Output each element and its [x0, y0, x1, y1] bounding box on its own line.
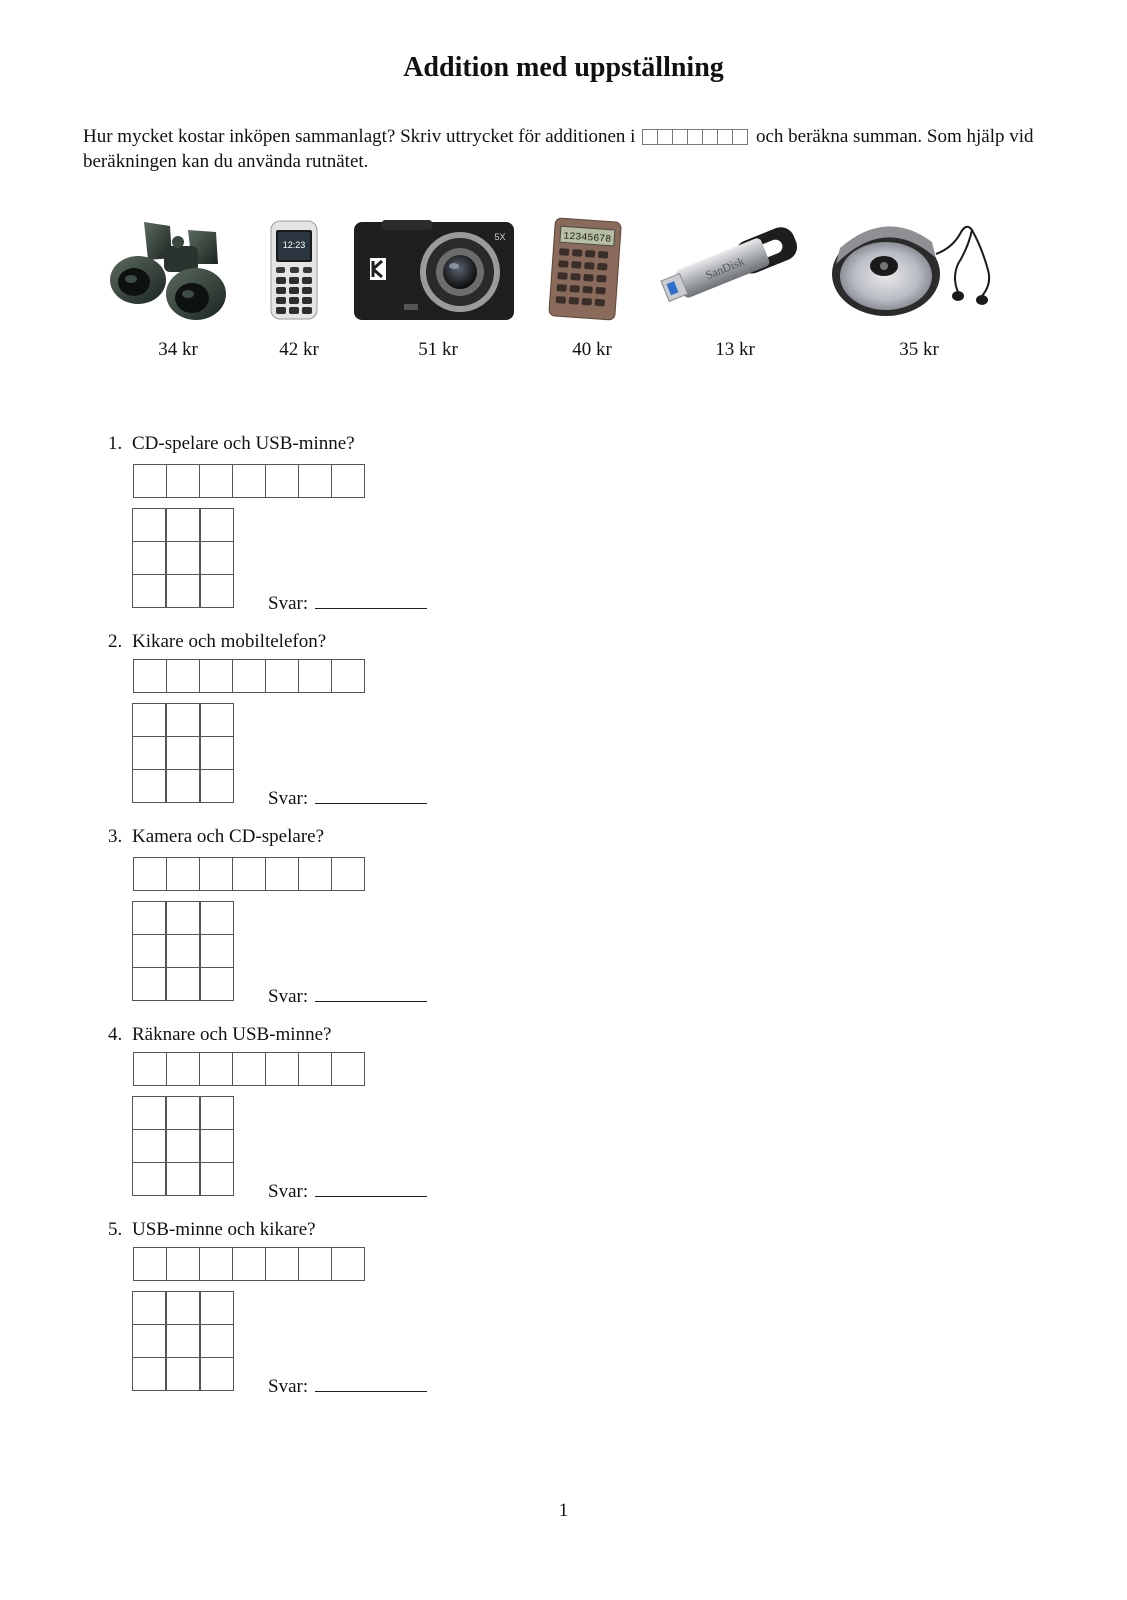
calculation-grid[interactable]	[133, 1292, 235, 1391]
calculation-grid[interactable]	[133, 509, 235, 608]
question-text: USB-minne och kikare?	[132, 1219, 316, 1240]
expression-box-row[interactable]	[133, 659, 365, 693]
question-5	[108, 1219, 316, 1241]
expression-box-row[interactable]	[133, 464, 365, 498]
usb-stick-image	[660, 220, 800, 310]
calculation-grid[interactable]	[133, 902, 235, 1001]
answer-line[interactable]	[315, 1196, 427, 1197]
usb-brand-label: SanDisk	[703, 254, 747, 283]
question-3	[108, 826, 324, 848]
inline-box-row-example	[643, 129, 748, 145]
price-cd-player: 35 kr	[899, 339, 939, 360]
answer-line[interactable]	[315, 1391, 427, 1392]
phone-screen-time: 12:23	[282, 240, 306, 250]
price-binoculars: 34 kr	[158, 339, 198, 360]
answer-label: Svar:	[268, 1376, 309, 1397]
instructions-text-start: Hur mycket kostar inköpen sammanlagt? Skriv uttrycket för additionen i	[83, 126, 636, 147]
calculation-grid[interactable]	[133, 1097, 235, 1196]
answer-line[interactable]	[315, 1001, 427, 1002]
answer-line[interactable]	[315, 803, 427, 804]
question-1	[108, 433, 355, 455]
instructions-text-end: och beräkna summan. Som hjälp vid beräkningen kan du använda rutnätet.	[83, 126, 1034, 172]
camera-image	[354, 220, 514, 322]
question-number: 3.	[108, 826, 123, 847]
expression-box-row[interactable]	[133, 1052, 365, 1086]
answer-label: Svar:	[268, 788, 309, 809]
question-number: 5.	[108, 1219, 123, 1240]
price-camera: 51 kr	[418, 339, 458, 360]
calculator-image	[546, 218, 624, 322]
mobile-phone-image	[270, 220, 318, 320]
expression-box-row[interactable]	[133, 1247, 365, 1281]
question-number: 2.	[108, 631, 123, 652]
question-number: 4.	[108, 1024, 123, 1045]
calculation-grid[interactable]	[133, 704, 235, 803]
expression-box-row[interactable]	[133, 857, 365, 891]
cd-player-image	[832, 218, 997, 318]
question-2	[108, 631, 326, 653]
answer-label: Svar:	[268, 986, 309, 1007]
calculator-display: 12345678	[562, 231, 612, 246]
price-mobile-phone: 42 kr	[279, 339, 319, 360]
camera-zoom-badge: 5X	[494, 232, 506, 242]
question-text: Räknare och USB-minne?	[132, 1024, 332, 1045]
instructions	[83, 124, 1053, 174]
page-number: 1	[558, 1500, 569, 1521]
question-text: CD-spelare och USB-minne?	[132, 433, 355, 454]
question-text: Kikare och mobiltelefon?	[132, 631, 327, 652]
question-number: 1.	[108, 433, 123, 454]
price-calculator: 40 kr	[572, 339, 612, 360]
question-text: Kamera och CD-spelare?	[132, 826, 325, 847]
price-usb-stick: 13 kr	[715, 339, 755, 360]
page-title: Addition med uppställning	[403, 52, 724, 83]
answer-line[interactable]	[315, 608, 427, 609]
answer-label: Svar:	[268, 593, 309, 614]
question-4	[108, 1024, 331, 1046]
binoculars-image	[108, 218, 238, 322]
answer-label: Svar:	[268, 1181, 309, 1202]
